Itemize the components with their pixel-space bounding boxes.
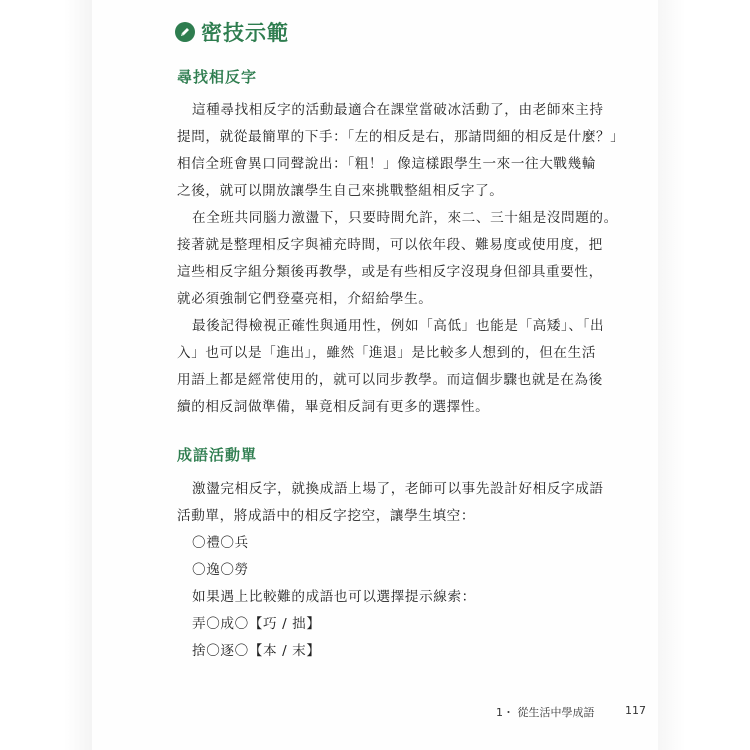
section-title-antonyms: 尋找相反字 (177, 68, 258, 86)
idiom-exercise-hint: 捨〇逐〇【本 / 末】 (192, 643, 321, 659)
paragraph-line: 活動單，將成語中的相反字挖空，讓學生填空： (177, 508, 476, 524)
page-gutter-left (0, 0, 92, 750)
paragraph-line: 就必須強制它們登臺亮相，介紹給學生。 (177, 291, 433, 307)
paragraph-line: 之後，就可以開放讓學生自己來挑戰整組相反字了。 (177, 183, 504, 199)
page-gutter-right (658, 0, 750, 750)
chapter-label: 1・ 從生活中學成語 (496, 706, 595, 719)
idiom-exercise: 〇禮〇兵 (192, 535, 249, 551)
page-title-block (175, 18, 289, 46)
paragraph-line: 入」也可以是「進出」，雖然「進退」是比較多人想到的，但在生活 (177, 345, 597, 361)
paragraph-line: 這種尋找相反字的活動最適合在課堂當破冰活動了，由老師來主持 (192, 102, 604, 118)
paragraph-line: 如果遇上比較難的成語也可以選擇提示線索： (192, 589, 476, 605)
paragraph-line: 續的相反詞做準備，畢竟相反詞有更多的選擇性。 (177, 399, 490, 415)
paragraph-line: 最後記得檢視正確性與通用性，例如「高低」也能是「高矮」、「出 (192, 318, 605, 334)
idiom-exercise: 〇逸〇勞 (192, 562, 249, 578)
paragraph-line: 在全班共同腦力激盪下，只要時間允許，來二、三十組是沒問題的。 (192, 210, 618, 226)
idiom-exercise-hint: 弄〇成〇【巧 / 拙】 (192, 616, 321, 632)
paragraph-line: 接著就是整理相反字與補充時間，可以依年段、難易度或使用度，把 (177, 237, 603, 253)
page-title: 密技示範 (201, 20, 289, 45)
paragraph-line: 激盪完相反字，就換成語上場了，老師可以事先設計好相反字成語 (192, 481, 604, 497)
paragraph-line: 相信全班會異口同聲說出：「粗！」像這樣跟學生一來一往大戰幾輪 (177, 156, 597, 172)
section-title-idioms: 成語活動單 (177, 446, 258, 464)
paragraph-line: 這些相反字組分類後再教學，或是有些相反字沒現身但卻具重要性， (177, 264, 603, 280)
pencil-icon (175, 22, 195, 42)
page-number: 117 (625, 704, 646, 717)
paragraph-line: 提問，就從最簡單的下手：「左的相反是右，那請問細的相反是什麼？」 (177, 129, 625, 145)
paragraph-line: 用語上都是經常使用的，就可以同步教學。而這個步驟也就是在為後 (177, 372, 603, 388)
